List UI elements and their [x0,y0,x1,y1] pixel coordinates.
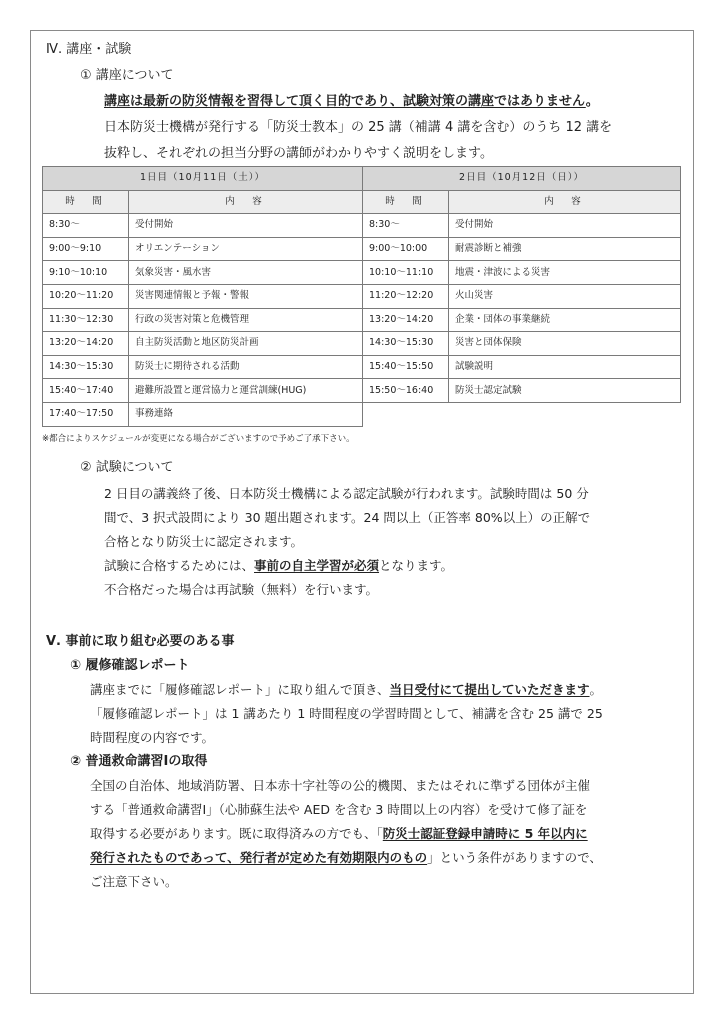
lecture-description-line: 抜粋し、それぞれの担当分野の講師がわかりやすく説明をします。 [104,146,493,161]
day2-item: 火山災害 [449,284,681,308]
lecture-purpose-emphasis: 講座は最新の防災情報を習得して頂く目的であり、試験対策の講座ではありません [104,94,586,109]
table-row [43,402,681,426]
day1-time: 9:00～9:10 [43,237,129,261]
day1-header: 1日目（10月11日（土）） [43,167,363,191]
report-text-line: 時間程度の内容です。 [90,730,215,745]
day2-item: 地震・津波による災害 [449,261,681,285]
lecture-description-line: 日本防災士機構が発行する「防災士教本」の 25 講（補講 4 講を含む）のうち 12 講を [104,120,613,135]
exam-required-pre: 試験に合格するためには、 [104,558,255,573]
report-text-line [90,682,602,698]
table-row [43,284,681,308]
schedule-table [42,166,681,427]
day1-time: 15:40～17:40 [43,379,129,403]
day2-item: 耐震診断と補強 [449,237,681,261]
exam-text-line: 2 日目の講義終了後、日本防災士機構による認定試験が行われます。試験時間は 50 分 [104,486,589,501]
first-aid-condition-emphasis: 防災士認証登録申請時に 5 年以内に [382,826,588,841]
subsection-exam-title: ② 試験について [80,460,174,475]
day1-time: 14:30～15:30 [43,355,129,379]
first-aid-text-line: する「普通救命講習Ⅰ」（心肺蘇生法や AED を含む 3 時間以上の内容）を受けて修了証を [90,802,588,817]
subsection-first-aid-title: ② 普通救命講習Ⅰの取得 [70,754,208,769]
day1-time: 13:20～14:20 [43,332,129,356]
day2-time: 13:20～14:20 [363,308,449,332]
first-aid-post: 」という条件がありますので、 [427,850,602,865]
lecture-purpose-period: 。 [585,94,599,109]
subsection-report-title: ① 履修確認レポート [70,658,190,673]
exam-text-line: 不合格だった場合は再試験（無料）を行います。 [104,582,379,597]
exam-text-line: 間で、3 択式設問により 30 題出題されます。24 問以上（正答率 80%以上）の正解で [104,510,591,525]
first-aid-text-line [90,850,602,866]
table-row [43,379,681,403]
day1-time: 9:10～10:10 [43,261,129,285]
day1-item: 避難所設置と運営協力と運営訓練(HUG) [129,379,363,403]
day2-item: 災害と団体保険 [449,332,681,356]
day1-time: 8:30～ [43,214,129,238]
day2-item: 防災士認定試験 [449,379,681,403]
day2-time: 15:50～16:40 [363,379,449,403]
column-header-content: 内 容 [129,190,363,214]
column-header-content: 内 容 [449,190,681,214]
day2-time: 14:30～15:30 [363,332,449,356]
day2-time: 15:40～15:50 [363,355,449,379]
table-row [43,237,681,261]
day1-time: 10:20～11:20 [43,284,129,308]
table-row [43,261,681,285]
section-5-heading: Ⅴ. 事前に取り組む必要のある事 [46,634,235,649]
exam-required-post: となります。 [379,558,454,573]
table-row [43,308,681,332]
report-post: 。 [589,682,603,697]
day2-header: 2日目（10月12日（日）） [363,167,681,191]
schedule-note: ※都合によりスケジュールが変更になる場合がございますので予めご了承下さい。 [42,434,355,444]
exam-text-line [104,558,453,574]
day1-time: 17:40～17:50 [43,402,129,426]
day2-time: 9:00～10:00 [363,237,449,261]
table-row [43,355,681,379]
exam-required-emphasis: 事前の自主学習が必須 [254,558,380,573]
table-row [43,332,681,356]
day1-item: 事務連絡 [129,402,363,426]
first-aid-text-line: 全国の自治体、地域消防署、日本赤十字社等の公的機関、またはそれに準ずる団体が主催 [90,778,591,793]
column-header-time: 時 間 [43,190,129,214]
column-header-time: 時 間 [363,190,449,214]
day2-item: 受付開始 [449,214,681,238]
day1-item: 気象災害・風水害 [129,261,363,285]
first-aid-text-line: ご注意下さい。 [90,874,178,889]
first-aid-pre: 取得する必要があります。既に取得済みの方でも、「 [90,826,383,841]
day1-time: 11:30～12:30 [43,308,129,332]
report-text-line: 「履修確認レポート」は 1 講あたり 1 時間程度の学習時間として、補講を含む 25 講で 25 [90,706,603,721]
day1-item: 災害関連情報と予報・警報 [129,284,363,308]
day1-item: 防災士に期待される活動 [129,355,363,379]
day2-item: 試験説明 [449,355,681,379]
schedule-column-header-row [43,190,681,214]
report-pre: 講座までに「履修確認レポート」に取り組んで頂き、 [90,682,390,697]
table-row [43,214,681,238]
schedule-day-header-row [43,167,681,191]
day2-time: 11:20～12:20 [363,284,449,308]
lecture-purpose-note [104,94,599,110]
section-4-heading: Ⅳ. 講座・試験 [46,42,132,57]
day1-item: 行政の災害対策と危機管理 [129,308,363,332]
day2-time: 10:10～11:10 [363,261,449,285]
first-aid-text-line [90,826,588,842]
subsection-lecture-title: ① 講座について [80,68,174,83]
day1-item: オリエンテーション [129,237,363,261]
empty-cell [363,402,681,426]
day1-item: 受付開始 [129,214,363,238]
report-submit-emphasis: 当日受付にて提出していただきます [389,682,590,697]
exam-text-line: 合格となり防災士に認定されます。 [104,534,304,549]
first-aid-condition-emphasis: 発行されたものであって、発行者が定めた有効期限内のもの [90,850,428,865]
day2-item: 企業・団体の事業継続 [449,308,681,332]
day1-item: 自主防災活動と地区防災計画 [129,332,363,356]
day2-time: 8:30～ [363,214,449,238]
